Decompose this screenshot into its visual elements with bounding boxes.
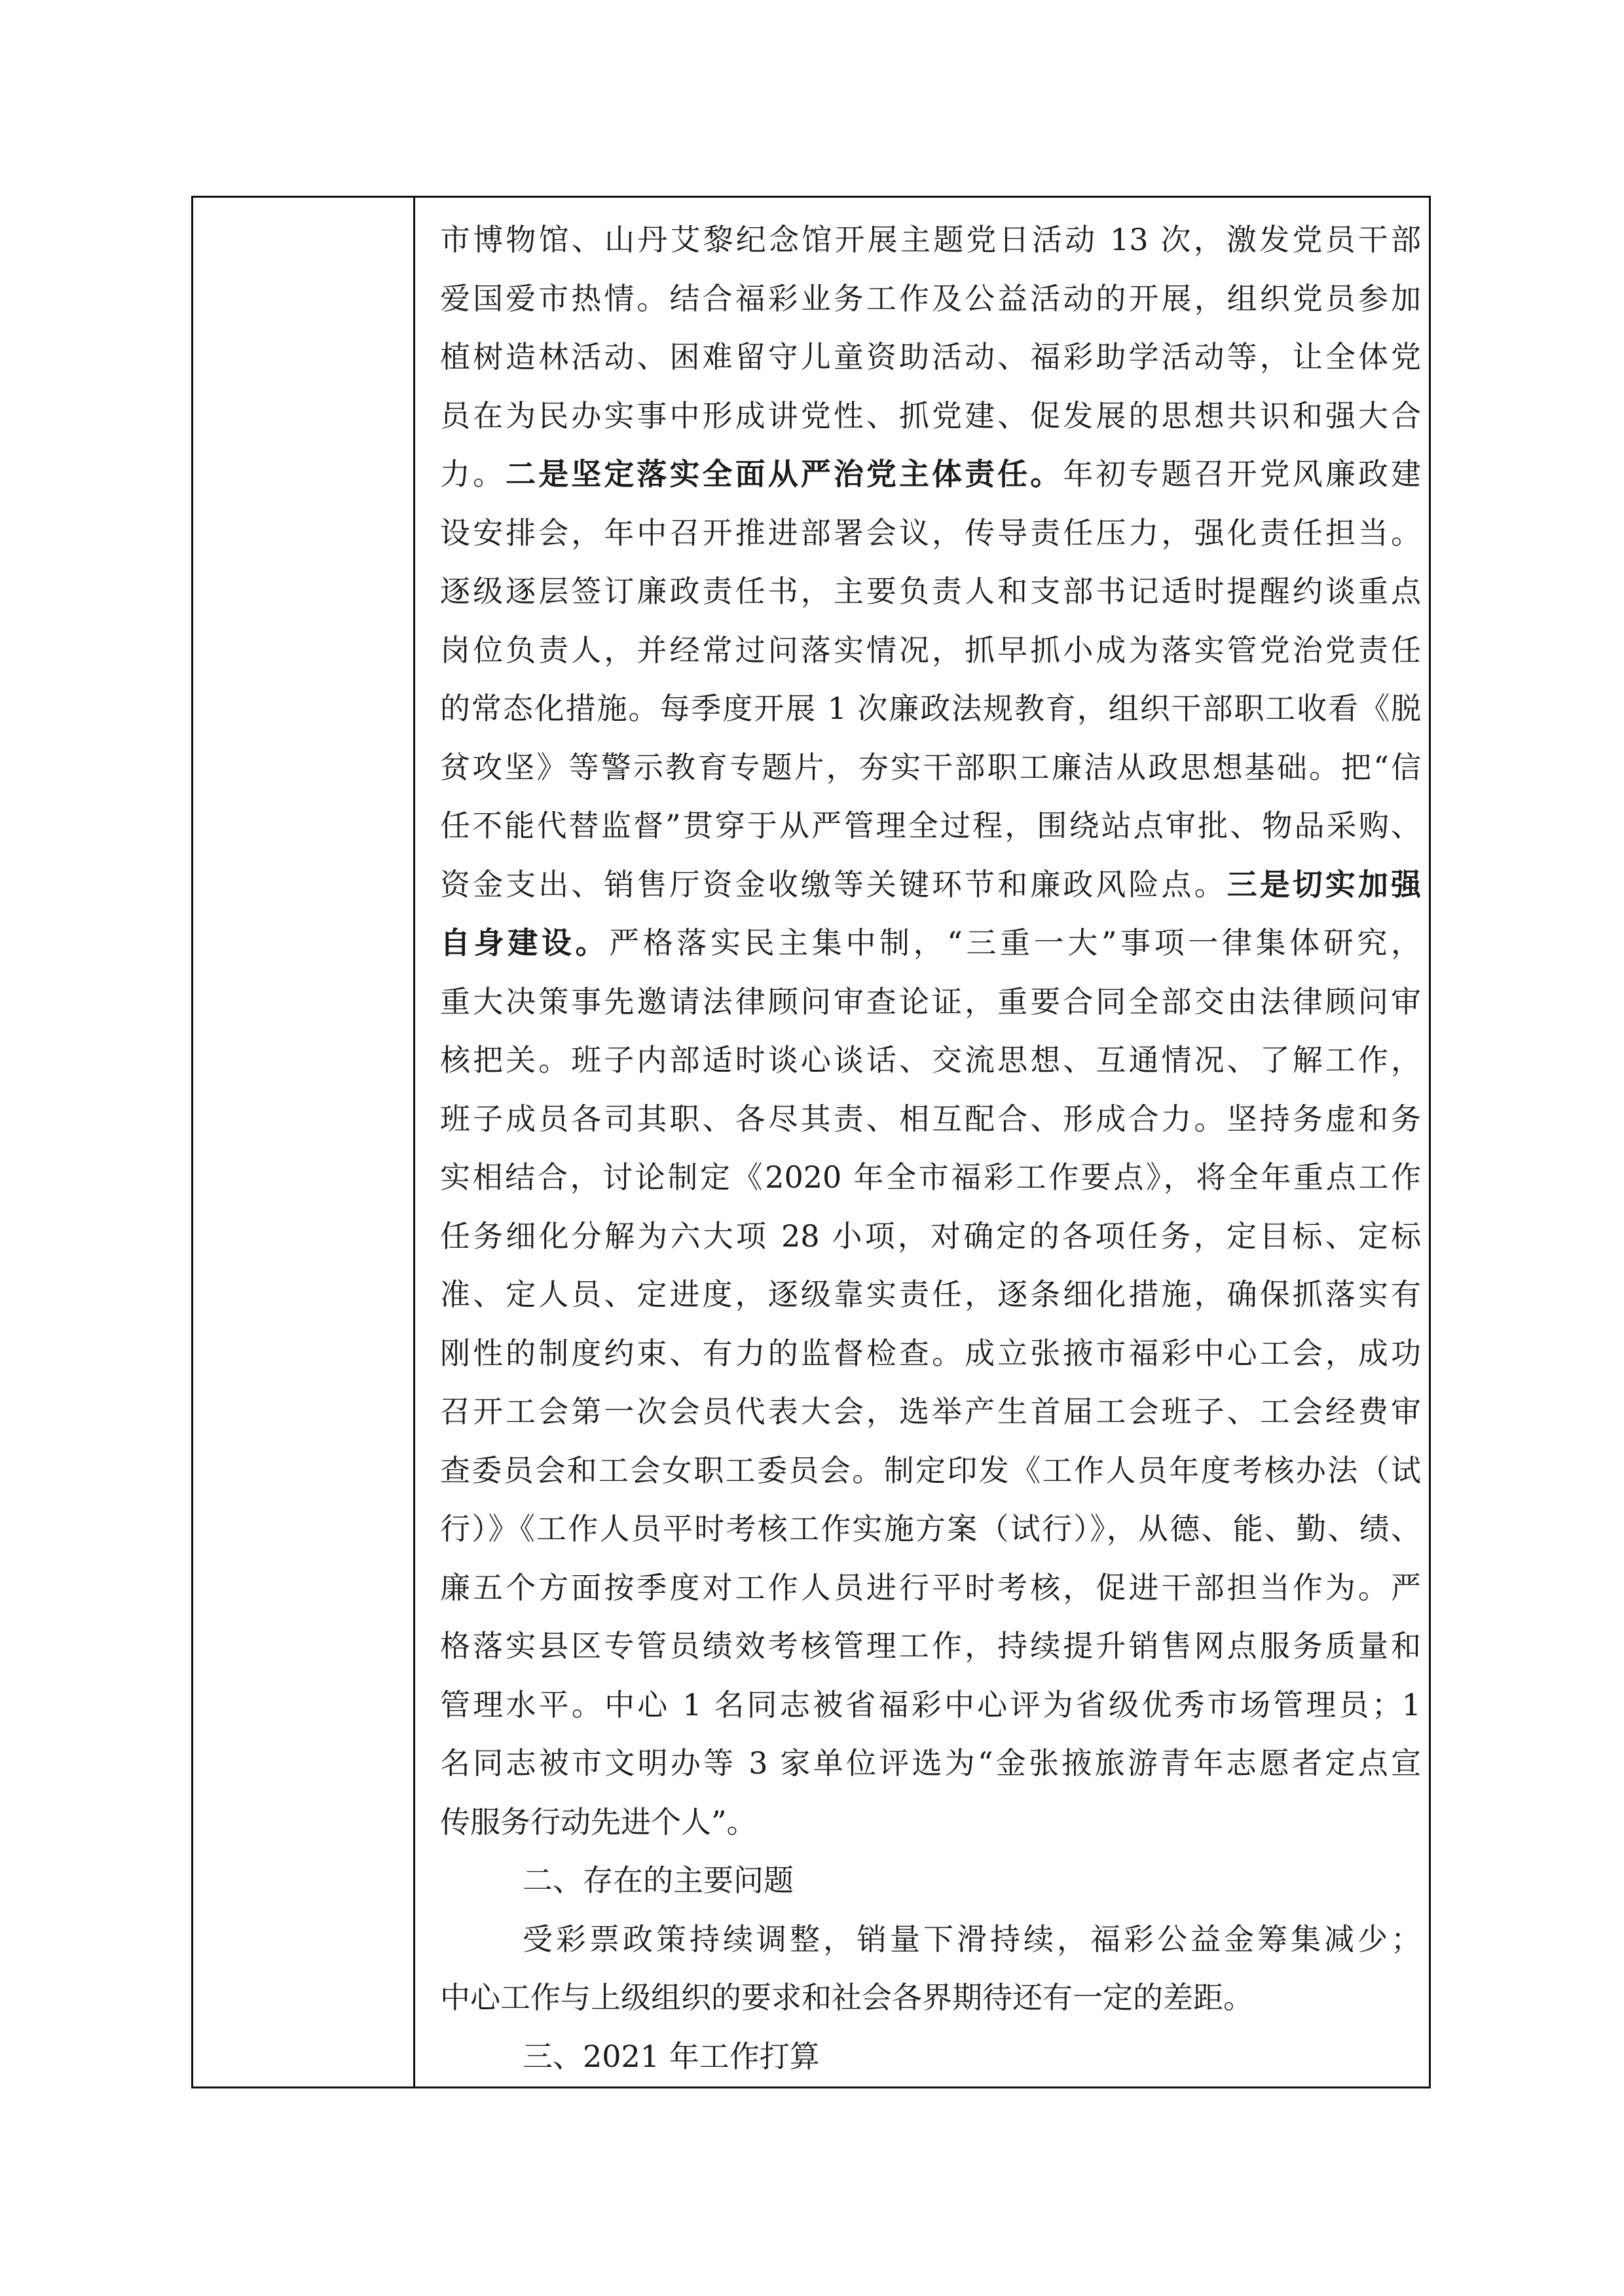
text-segment: 逐级逐层签订廉政责任书，主要负责人和支部书记适时提醒约谈重点 xyxy=(440,574,1421,609)
text-line xyxy=(440,1266,1421,1324)
text-segment: 严格落实民主集中制，“三重一大”事项一律集体研究， xyxy=(609,925,1422,960)
text-line xyxy=(440,1676,1421,1735)
text-line xyxy=(440,1207,1421,1266)
text-segment: 任不能代替监督”贯穿于从严管理全过程，围绕站点审批、物品采购、 xyxy=(440,808,1421,843)
text-segment: 行）》《工作人员平时考核工作实施方案（试行）》，从德、能、勤、绩、 xyxy=(440,1511,1421,1546)
text-segment: 召开工会第一次会员代表大会，选举产生首届工会班子、工会经费审 xyxy=(440,1394,1421,1429)
text-segment: 的常态化措施。每季度开展 1 次廉政法规教育，组织干部职工收看《脱 xyxy=(440,691,1421,726)
text-line xyxy=(440,1734,1421,1793)
text-line xyxy=(440,856,1421,915)
text-segment: 传服务行动先进个人”。 xyxy=(440,1804,757,1840)
text-line xyxy=(440,621,1421,680)
text-segment: 准、定人员、定进度，逐级靠实责任，逐条细化措施，确保抓落实有 xyxy=(440,1277,1421,1312)
text-line xyxy=(440,1969,1421,2028)
text-line xyxy=(440,680,1421,738)
text-line xyxy=(440,1148,1421,1207)
text-line xyxy=(440,1090,1421,1149)
report-table xyxy=(191,196,1431,2088)
text-segment: 设安排会，年中召开推进部署会议，传导责任压力，强化责任担当。 xyxy=(440,515,1421,551)
text-segment: 年初专题召开党风廉政建 xyxy=(1063,456,1422,492)
text-segment: 三、2021 年工作打算 xyxy=(523,2038,820,2074)
text-segment: 中心工作与上级组织的要求和社会各界期待还有一定的差距。 xyxy=(440,1980,1253,2015)
text-line xyxy=(440,1910,1421,1969)
text-line xyxy=(440,1559,1421,1618)
text-segment: 力。 xyxy=(440,456,506,492)
bold-text-segment: 自身建设。 xyxy=(440,925,610,960)
bold-text-segment: 二是坚定落实全面从严治党主体责任。 xyxy=(506,456,1063,492)
text-segment: 受彩票政策持续调整，销量下滑持续，福彩公益金筹集减少； xyxy=(523,1921,1421,1957)
text-segment: 格落实县区专管员绩效考核管理工作，持续提升销售网点服务质量和 xyxy=(440,1628,1421,1664)
text-segment: 实相结合，讨论制定《2020 年全市福彩工作要点》，将全年重点工作 xyxy=(440,1159,1421,1195)
text-line xyxy=(440,387,1421,446)
text-line xyxy=(440,270,1421,329)
table-left-cell xyxy=(193,198,415,2086)
text-line xyxy=(440,328,1421,387)
text-line xyxy=(440,1500,1421,1559)
text-segment: 任务细化分解为六大项 28 小项，对确定的各项任务，定目标、定标 xyxy=(440,1218,1421,1254)
text-segment: 植树造林活动、困难留守儿童资助活动、福彩助学活动等，让全体党 xyxy=(440,339,1421,374)
text-line xyxy=(440,1324,1421,1383)
text-segment: 岗位负责人，并经常过问落实情况，抓早抓小成为落实管党治党责任 xyxy=(440,632,1421,668)
text-line xyxy=(440,211,1421,270)
text-segment: 资金支出、销售厅资金收缴等关键环节和廉政风险点。 xyxy=(440,866,1227,902)
text-segment: 重大决策事先邀请法律顾问审查论证，重要合同全部交由法律顾问审 xyxy=(440,983,1421,1019)
text-line xyxy=(440,2028,1421,2086)
text-segment: 市博物馆、山丹艾黎纪念馆开展主题党日活动 13 次，激发党员干部 xyxy=(440,222,1421,257)
report-body-text xyxy=(440,211,1421,2086)
text-segment: 查委员会和工会女职工委员会。制定印发《工作人员年度考核办法（试 xyxy=(440,1452,1421,1488)
text-segment: 二、存在的主要问题 xyxy=(523,1863,794,1898)
bold-text-segment: 三是切实加强 xyxy=(1227,866,1422,902)
text-line xyxy=(440,1851,1421,1910)
text-line xyxy=(440,738,1421,797)
text-segment: 班子成员各司其职、各尽其责、相互配合、形成合力。坚持务虚和务 xyxy=(440,1101,1421,1137)
text-line xyxy=(440,562,1421,621)
text-segment: 员在为民办实事中形成讲党性、抓党建、促发展的思想共识和强大合 xyxy=(440,397,1421,433)
text-segment: 廉五个方面按季度对工作人员进行平时考核，促进干部担当作为。严 xyxy=(440,1569,1421,1605)
text-line xyxy=(440,914,1421,973)
text-segment: 爱国爱市热情。结合福彩业务工作及公益活动的开展，组织党员参加 xyxy=(440,280,1421,316)
text-segment: 管理水平。中心 1 名同志被省福彩中心评为省级优秀市场管理员；1 xyxy=(440,1686,1421,1722)
text-line xyxy=(440,1031,1421,1090)
text-segment: 名同志被市文明办等 3 家单位评选为“金张掖旅游青年志愿者定点宣 xyxy=(440,1745,1421,1781)
text-line xyxy=(440,1383,1421,1442)
text-segment: 贫攻坚》等警示教育专题片，夯实干部职工廉洁从政思想基础。把“信 xyxy=(440,749,1421,785)
text-line xyxy=(440,445,1421,504)
text-segment: 核把关。班子内部适时谈心谈话、交流思想、互通情况、了解工作， xyxy=(440,1042,1421,1078)
text-line xyxy=(440,1617,1421,1676)
table-right-cell xyxy=(417,198,1429,2086)
text-line xyxy=(440,504,1421,563)
text-line xyxy=(440,1442,1421,1501)
text-segment: 刚性的制度约束、有力的监督检查。成立张掖市福彩中心工会，成功 xyxy=(440,1335,1421,1371)
text-line xyxy=(440,797,1421,856)
text-line xyxy=(440,973,1421,1032)
text-line xyxy=(440,1793,1421,1852)
